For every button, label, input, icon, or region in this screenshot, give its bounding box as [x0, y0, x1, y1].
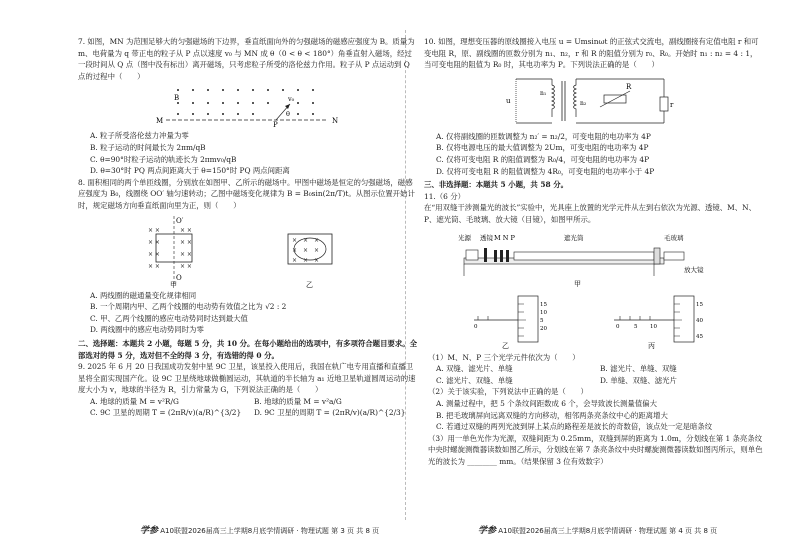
footer-right-text: A10联盟2026届高三上学期8月底学情调研 · 物理试题 第 4 页 共 8 页 [498, 527, 718, 535]
q11-bing-main-0: 0 [616, 323, 620, 330]
q11-sub1: （1）M、N、P 三个光学元件依次为（ ） [428, 352, 580, 362]
q10-label-r-small: r [670, 100, 674, 109]
q7-label-p: P [273, 121, 278, 129]
q11-head: 11.（6 分） [424, 191, 465, 201]
q11-yi-drum-10: 10 [540, 309, 547, 316]
q11-label-bing: 丙 [648, 341, 655, 350]
q11-sub1-option-c: C. 滤光片、双缝、单缝 [436, 375, 513, 385]
q7-label-v0: v₀ [288, 95, 295, 104]
q10-option-a: A. 仅将副线圈的匝数调整为 n₂′ = n₂/2，可变电阻的电功率为 4P [436, 131, 651, 141]
section-3-heading: 三、非选择题：本题共 5 小题，共 58 分。 [424, 180, 568, 190]
q11-bing-drum-15: 15 [696, 301, 703, 308]
q8-label-yi: 乙 [306, 280, 313, 288]
q7-label-b: B [174, 94, 180, 103]
q8-option-c: C. 甲、乙两个线圈的感应电动势同时达到最大值 [90, 313, 248, 323]
q7-label-n: N [332, 117, 339, 126]
svg-text:× ×: × × [148, 262, 160, 270]
q8-stem: 8. 面积相同的两个单匝线圈，分别放在如图甲、乙所示的磁场中。甲图中磁场是恒定的匀强磁场，磁感应强度为 B₀，线圈绕 OO′ 轴匀速转动；乙图中磁场变化规律为 B = B₀sin(2π/T)t。从图示位置开始计时，规定磁场方向垂直纸面向里为正，则（ ） [78, 177, 415, 210]
q11-bing-main-10: 10 [650, 323, 657, 330]
svg-text:× ×: × × [180, 226, 192, 234]
svg-text:× ×: × × [148, 250, 160, 258]
footer-right [478, 523, 717, 536]
q9-option-b: B. 地球的质量 M = v²a/G [254, 396, 342, 406]
q7-option-d: D. θ=30°时 PQ 两点间距离大于 θ=150°时 PQ 两点间距离 [90, 166, 290, 176]
footer-left-text: A10联盟2026届高三上学期8月底学情调研 · 物理试题 第 3 页 共 8 页 [160, 527, 380, 535]
brand-logo-right: 学参 [478, 526, 497, 536]
q7-figure [148, 84, 348, 128]
q7-stem: 7. 如图，MN 为范围足够大的匀强磁场的下边界，垂直纸面向外的匀强磁场的磁感应强度为 B。质量为 m、电荷量为 q 带正电的粒子从 P 点以速度 v₀ 与 MN 成 θ（0 < θ < 180°）角垂直射入磁场，经过一段时间从 Q 点（图中没有标出）离开磁场，只考虑粒子所受的洛伦兹力作用。粒子从 P 点运动到 Q 点的过程中（ ） [78, 37, 415, 81]
q10-option-d: D. 仅将可变电阻 R 的阻值调整为 4R₀，可变电阻的电功率小于 4P [436, 166, 655, 176]
q11-label-jia: 甲 [574, 279, 581, 288]
q11-sub1-option-d: D. 单缝、双缝、滤光片 [600, 375, 677, 385]
q11-sub3: （3）用一单色光作为光源，双缝间距为 0.25mm，双缝到屏的距离为 1.0m，分划线在第 1 条亮条纹中央时螺旋测微器读数如图乙所示，分划线在第 7 条亮条纹中央时螺旋测微器读数如图丙所示，则单色光的波长为 ________ mm。（结果保留 3 位有效数字） [428, 433, 763, 466]
q8-option-a: A. 两线圈的磁通量变化规律相同 [90, 290, 197, 300]
brand-logo-left: 学参 [140, 526, 159, 536]
q8-label-o: O [176, 273, 182, 282]
q8-option-b: B. 一个周期内甲、乙两个线圈的电动势有效值之比为 √2 : 2 [90, 302, 287, 312]
svg-text:× ×: × × [148, 226, 160, 234]
q7-option-c: C. θ=90°时粒子运动的轨迹长为 2πmv₀/qB [90, 154, 237, 164]
right-column [424, 36, 764, 467]
q11-label-mnp: M N P [494, 233, 515, 242]
q10-stem: 10. 如图，理想变压器的原线圈接入电压 u = Umsinωt 的正弦式交流电，副线圈接有定值电阻 r 和可变电阻 R，原、副线圈的匝数分别为 n₁、n₂，r 和 R 的阻值分别为 r₀、R₀。开始时 n₁ : n₂ = 4 : 1，当可变电阻的阻值为 R₀ 时，其电功率为 P。下列说法正确的是（ ） [424, 37, 759, 70]
q10-figure [504, 73, 684, 129]
q9-option-a: A. 地球的质量 M = v²R/G [90, 396, 179, 406]
q10-label-u: u [506, 96, 511, 105]
q11-label-light: 光源 [458, 233, 471, 242]
svg-text:× ×: × × [180, 250, 192, 258]
footer-left [140, 523, 379, 536]
q11-label-glass: 毛玻璃 [664, 233, 684, 242]
q11-figure-jia [444, 228, 744, 290]
micrometer-yi [474, 296, 547, 350]
section-2-heading: 二、选择题：本题共 2 小题，每题 5 分，共 10 分。在每小题给出的选项中，有多项符合题目要求。全部选对的得 5 分，选对但不全的得 3 分，有选错的得 0 分。 [78, 338, 418, 360]
q8-label-o-prime: O′ [176, 216, 184, 225]
q10-label-n2: n₂ [580, 99, 587, 107]
q11-yi-drum-20: 20 [540, 325, 547, 332]
svg-text:× ×: × × [148, 238, 160, 246]
left-column [78, 36, 418, 419]
q11-sub1-option-b: B. 滤光片、单缝、双缝 [600, 364, 677, 374]
q11-figure-micrometers [444, 292, 744, 350]
q11-label-mag: 放大镜 [684, 265, 704, 274]
q11-sub2-option-a: A. 测量过程中，把 5 个条纹间距数成 6 个，会导致波长测量值偏大 [436, 398, 657, 408]
q10-label-r-big: R [626, 82, 632, 91]
q11-sub2-option-b: B. 把毛玻璃屏向远离双缝的方向移动，相邻两条亮条纹中心的距离增大 [436, 410, 668, 420]
svg-text:× ×: × × [180, 238, 192, 246]
q11-label-yi: 乙 [502, 341, 509, 350]
q9-option-c: C. 9C 卫星的周期 T = (2πR/v)(a/R)^{3/2} [90, 408, 242, 418]
q11-bing-drum-40: 40 [696, 317, 703, 324]
q11-sub2: （2）关于该实验，下列说法中正确的是（ ） [428, 387, 588, 397]
q11-yi-main-0: 0 [474, 323, 478, 330]
svg-text:× × ×: × × × [292, 256, 320, 264]
q11-stem: 在“用双缝干涉测量光的波长”实验中，光具座上放置的光学元件从左到右依次为光源、透镜、M、N、P、遮光筒、毛玻璃、放大镜（目镜），如图甲所示。 [424, 203, 757, 224]
q7-option-b: B. 粒子运动的时间最长为 2πm/qB [90, 142, 206, 152]
svg-text:× ×: × × [180, 262, 192, 270]
q11-sub1-option-a: A. 双缝、滤光片、单缝 [436, 364, 513, 374]
q7-label-theta: θ [286, 110, 290, 119]
q11-sub2-option-c: C. 若通过双缝的两列光波到屏上某点的路程差是波长的奇数倍，该点处一定是暗条纹 [436, 422, 713, 432]
q8-label-jia: 甲 [170, 280, 177, 288]
q11-label-lens: 透镜 [480, 233, 493, 242]
svg-text:× × ×: × × × [292, 236, 320, 244]
q9-option-d: D. 9C 卫星的周期 T = (2πR/v)(a/R)^{2/3} [254, 408, 406, 418]
q11-yi-drum-15: 15 [540, 301, 547, 308]
q11-yi-drum-5: 5 [540, 317, 544, 324]
q9-stem: 9. 2025 年 6 月 20 日我国成功发射中星 9C 卫星，该星投入使用后，我国在轨广电专用直播和直播卫星将全面实现国产化。设 9C 卫星绕地球做椭圆运动，其轨道的半长轴为 a₁ 近地卫星轨道圆周运动的速度大小为 v，地球的半径为 R，引力常量为 G，下列说法正确的是（ ） [78, 362, 416, 395]
q11-bing-drum-45: 45 [696, 333, 703, 340]
q10-label-n1: n₁ [540, 89, 547, 97]
q11-label-tube: 遮光筒 [564, 233, 584, 242]
q10-option-b: B. 仅将电源电压的最大值调整为 2Um，可变电阻的电功率为 4P [436, 143, 649, 153]
q8-figure [118, 214, 378, 288]
svg-text:× × ×: × × × [292, 246, 320, 254]
q11-bing-main-5: 5 [634, 323, 638, 330]
q10-option-c: C. 仅将可变电阻 R 的阻值调整为 R₀/4，可变电阻的电功率为 4P [436, 154, 650, 164]
q7-option-a: A. 粒子所受洛伦兹力冲量为零 [90, 131, 189, 141]
q8-option-d: D. 两线圈中的感应电动势同时为零 [90, 325, 204, 335]
micrometer-bing [614, 296, 703, 350]
q7-label-m: M [156, 117, 164, 126]
